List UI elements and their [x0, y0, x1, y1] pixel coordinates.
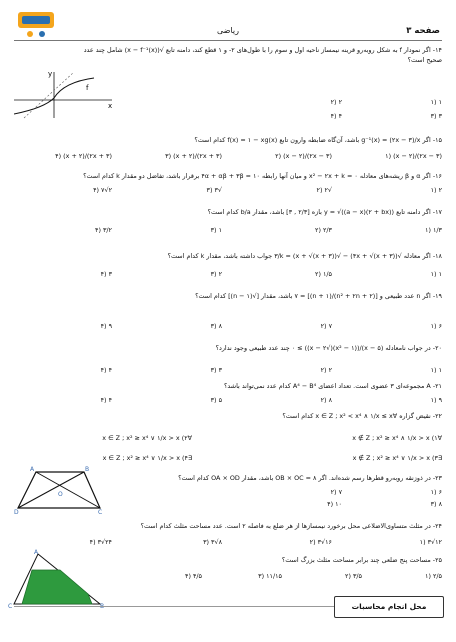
q22-option-4[interactable]: ∃x ∈ Z ; x² ≥ x⁴ ∨ ۱/x > x (۴: [102, 454, 192, 462]
question-23-text: ۲۳- در ذوزنقه رو‌به‌رو قطرها رسم شده‌اند. اگر OB × OC = ۸ باشد، مقدار OA × OD کدام است؟: [178, 474, 442, 482]
q14-option-1[interactable]: ۱ (۱: [430, 98, 442, 106]
graph-x-label: x: [108, 102, 113, 110]
q16-option-3[interactable]: √۳ (۳: [206, 186, 222, 194]
trapezoid-label-d: D: [14, 509, 19, 514]
question-14-text: ۱۴- اگر نمودار f به شکل رو‌به‌رو قرینه نیمساز ناحیه اول و سوم را با طول‌های ۲- و ۱ قطع کند، دامنه تابع √(x − f⁻¹(x)) شامل چند عدد: [83, 46, 442, 54]
question-18-text: ۱۸- اگر معادله √(۴x + √(x + ۳)) − √(x + √(x + ۳)) = ۳/k جواب داشته باشد، مقدار k کدام است؟: [167, 252, 442, 260]
graph-y-label: y: [48, 70, 53, 78]
question-25-triangle-figure: [8, 548, 108, 610]
question-22-text: ۲۲- نقیض گزاره ∀x ∈ Z ; x² < x⁴ ∧ ۱/x ≤ x کدام است؟: [282, 412, 442, 420]
question-19-options: [14, 322, 442, 336]
q22-option-3[interactable]: ∃x ∉ Z ; x² ≥ x⁴ ∨ ۱/x > x (۳: [352, 454, 442, 462]
trapezoid-label-b: B: [85, 466, 90, 473]
q19-option-3[interactable]: ۸ (۳: [210, 322, 222, 330]
q21-option-1[interactable]: ۹ (۱: [430, 396, 442, 404]
question-14-text-cont: صحیح است؟: [407, 56, 442, 64]
q15-option-2[interactable]: (۲x − ۳)/(x − ۲) (۲: [275, 152, 332, 160]
question-20-text: ۲۰- در جواب نامعادله (x − ۵)/((x² − ۱)(√x − ۲)) ≥ ۰ چند عدد طبیعی وجود ندارد؟: [215, 344, 442, 352]
q14-option-2[interactable]: ۲ (۲: [330, 98, 342, 106]
q24-option-2[interactable]: ۱۶√۳ (۲: [309, 538, 332, 546]
q17-option-4[interactable]: ۳/۲ (۴: [95, 226, 112, 234]
q25-option-2[interactable]: ۳/۵ (۲: [345, 572, 362, 580]
question-15-options: [14, 152, 442, 166]
q25-option-1[interactable]: ۲/۵ (۱: [425, 572, 442, 580]
q25-option-3[interactable]: ۱۱/۱۵ (۳: [258, 572, 282, 580]
q23-option-4[interactable]: ۱۰ (۴: [327, 500, 342, 508]
question-24-text: ۲۴- در مثلث متساوی‌الاضلاعی محل برخورد نیمسازها از هر ضلع به فاصله ۲ است. عدد مساحت مثلث کدام است؟: [140, 522, 442, 530]
question-21-text: ۲۱- A مجموعه‌ای ۳ عضوی است. تعداد اعضای A⁴ − B⁴ کدام عدد نمی‌تواند باشد؟: [223, 382, 442, 390]
q19-option-1[interactable]: ۶ (۱: [430, 322, 442, 330]
question-21-options: [14, 396, 442, 410]
q15-option-4[interactable]: (۲x + ۳)/(x + ۲) (۴: [55, 152, 112, 160]
q22-option-1[interactable]: ∀x ∉ Z ; x² ≥ x⁴ ∧ ۱/x > x (۱: [352, 434, 442, 442]
q18-option-2[interactable]: ۱/۵ (۲: [315, 270, 332, 278]
footer-divider: [14, 606, 334, 607]
question-25-text: ۲۵- مساحت پنج ضلعی چند برابر مساحت مثلث بزرگ است؟: [281, 556, 442, 564]
question-19-text: ۱۹- اگر n عدد طبیعی و [(n² + ۲n + ۲)/(n + ۱)] = ۷ باشد، مقدار [√(n − ۱)] کدام است؟: [195, 292, 442, 300]
q21-option-3[interactable]: ۵ (۳: [210, 396, 222, 404]
triangle-label-b: B: [100, 603, 105, 610]
q22-option-2[interactable]: ∀x ∈ Z ; x² ≥ x⁴ ∨ ۱/x > x (۲: [102, 434, 192, 442]
question-20-options: [14, 366, 442, 380]
question-14-options: [240, 98, 442, 112]
q17-option-1[interactable]: ۱/۳ (۱: [425, 226, 442, 234]
q15-option-1[interactable]: (۲x − ۳)/(x − ۲) (۱: [385, 152, 442, 160]
q15-option-3[interactable]: (۲x + ۳)/(x + ۲) (۳: [165, 152, 222, 160]
q17-option-3[interactable]: ۱ (۳: [210, 226, 222, 234]
q16-option-1[interactable]: ۲ (۱: [430, 186, 442, 194]
q23-option-1[interactable]: ۶ (۱: [430, 488, 442, 496]
q16-option-2[interactable]: √۲ (۲: [316, 186, 332, 194]
header-divider: [14, 40, 442, 41]
question-16-options: [14, 186, 442, 200]
question-23-options-row2: [240, 500, 442, 514]
q23-option-2[interactable]: ۷ (۲: [330, 488, 342, 496]
q19-option-2[interactable]: ۷ (۲: [320, 322, 332, 330]
question-25-options: [110, 572, 442, 586]
page-header: [0, 0, 456, 46]
q16-option-4[interactable]: ۲√۷ (۴: [93, 186, 112, 194]
scratch-area-label: محل انجام محاسبات: [334, 596, 444, 618]
question-17-text: ۱۷- اگر دامنه تابع y = √((a − x)(۲ + bx)) بازه [۲/۳ , ۳] باشد، مقدار b/a کدام است؟: [207, 208, 442, 216]
triangle-label-a: A: [34, 549, 39, 556]
graph-f-label: f: [86, 84, 89, 92]
q24-option-4[interactable]: ۲۴√۳ (۴: [89, 538, 112, 546]
question-14-graph: [14, 68, 114, 120]
q18-option-4[interactable]: ۳ (۴: [100, 270, 112, 278]
question-14-options-row2: [240, 112, 442, 126]
subject-title: ریاضی: [217, 26, 239, 35]
trapezoid-label-o: O: [58, 491, 63, 498]
q18-option-3[interactable]: ۲ (۳: [210, 270, 222, 278]
q25-option-4[interactable]: ۴/۵ (۴: [185, 572, 202, 580]
q21-option-2[interactable]: ۸ (۲: [320, 396, 332, 404]
q20-option-3[interactable]: ۳ (۳: [210, 366, 222, 374]
q20-option-2[interactable]: ۲ (۲: [320, 366, 332, 374]
trapezoid-label-a: A: [30, 466, 35, 473]
q19-option-4[interactable]: ۹ (۴: [100, 322, 112, 330]
question-22-options: [14, 434, 442, 448]
q17-option-2[interactable]: ۲/۳ (۲: [315, 226, 332, 234]
q14-option-4[interactable]: ۴ (۴: [330, 112, 342, 120]
q24-option-1[interactable]: ۱۲√۳ (۱: [419, 538, 442, 546]
publisher-logo-icon: [16, 10, 56, 40]
question-18-options: [14, 270, 442, 284]
q14-option-3[interactable]: ۳ (۳: [430, 112, 442, 120]
question-17-options: [14, 226, 442, 240]
page-number: صفحه ۳: [406, 26, 440, 36]
question-15-text: ۱۵- اگر g⁻¹(x) = (۲x − ۳)/x باشد، آن‌گاه ضابطه وارون تابع f(x) = ۱ − xg(x) کدام است؟: [194, 136, 442, 144]
triangle-label-c: C: [8, 603, 13, 610]
q23-option-3[interactable]: ۸ (۳: [430, 500, 442, 508]
q20-option-1[interactable]: ۱ (۱: [430, 366, 442, 374]
q21-option-4[interactable]: ۴ (۴: [100, 396, 112, 404]
q24-option-3[interactable]: ۸√۳ (۳: [203, 538, 222, 546]
trapezoid-label-c: C: [98, 509, 103, 514]
question-23-trapezoid-figure: [14, 464, 104, 514]
q18-option-1[interactable]: ۱ (۱: [430, 270, 442, 278]
q20-option-4[interactable]: ۴ (۴: [100, 366, 112, 374]
question-16-text: ۱۶- اگر α و β ریشه‌های معادله x² − ۲x + k = ۰ و میان آنها رابطه ۴α + αβ + ۳β = ۱۰ برقرار باشد، تفاضل دو مقدار k کدام است؟: [83, 172, 442, 180]
